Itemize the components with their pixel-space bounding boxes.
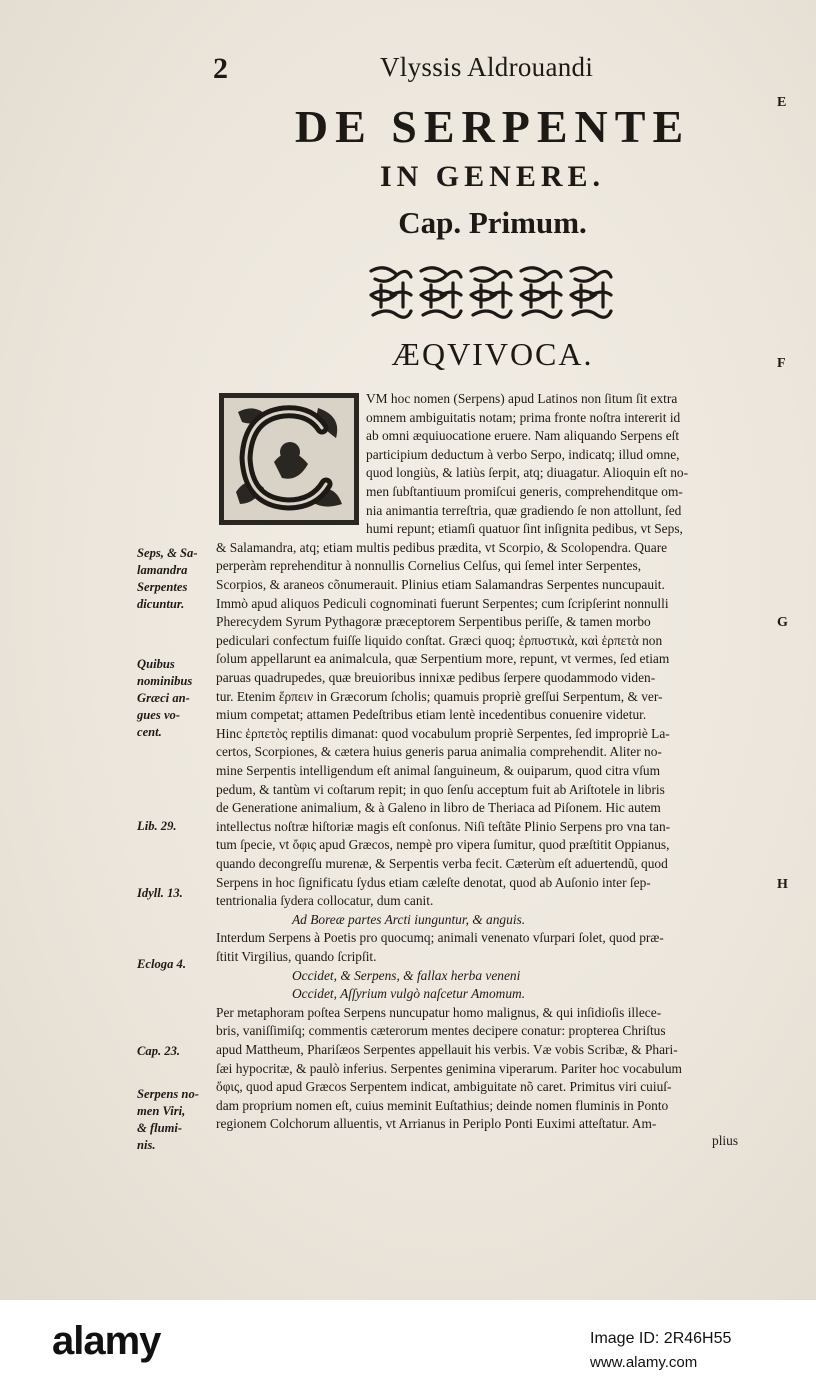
watermark-logo: alamy: [52, 1319, 161, 1363]
body-line: quando decongreſſu murenæ, & Serpentis verba fecit. Cæterùm eſt aduertendũ, quod: [216, 856, 668, 871]
body-line: tur. Etenim ἕρπειν in Græcorum ſcholis; quamuis propriè greſſui Serpentum, & ver-: [216, 688, 663, 704]
body-line: pediculari confectum fuiſſe liquido conſtat. Græci quoq; ἑρπυστικὰ, καὶ ἑρπετὰ non: [216, 632, 663, 648]
section-heading: ÆQVIVOCA.: [391, 336, 594, 372]
body-line: pedum, & tantùm vi coſtarum repit; in quo ſenſu acceptum fuit ab Ariſtotele in libris: [216, 781, 665, 797]
side-letter: G: [777, 615, 788, 630]
body-line: ſolum appellarunt ea animalcula, quæ Serpentium more, repunt, vt vermes, ſed etiam: [216, 651, 670, 667]
body-line: Pherecydem Syrum Pythagoræ præceptorem Serpentibus periſſe, & tamen morbo: [216, 614, 651, 630]
body-line: intellectus noſtræ hiſtoriæ magis eſt conſonus. Niſi teſtãte Plinio Serpens pro vna tan-: [216, 818, 671, 834]
margin-note: Lib. 29.: [137, 819, 177, 833]
body-line: bris, vaniſſimiſq; commentis cæterorum mentes decipere conatur: propterea Chriſtus: [216, 1023, 666, 1039]
body-line: Occidet, Aſſyrium vulgò naſcetur Amomum.: [292, 986, 526, 1002]
body-line: Interdum Serpens à Poetis pro quocumq; animali venenato vſurpari ſolet, quod præ-: [216, 930, 664, 946]
body-line: Ad Boreæ partes Arcti iunguntur, & anguis.: [292, 911, 526, 927]
body-line: perperàm reprehenditur à nonnullis Cornelius Celſus, qui ſemel inter Serpentes,: [216, 558, 642, 574]
side-letter: H: [777, 877, 788, 892]
body-line: ſæi hypocritæ, & paulò inferius. Serpentes genimina viperarum. Pariter hoc vocabulum: [216, 1060, 682, 1076]
body-line: ab omni æquiuocatione eruere. Nam aliquando Serpens eſt: [366, 428, 680, 444]
body-line: de Generatione animalium, & à Galeno in libro de Theriaca ad Piſonem. Hic autem: [216, 800, 661, 816]
chapter-title: DE SERPENTE: [294, 101, 691, 152]
margin-note: Serpens no- men Viri, & flumi- nis.: [137, 1087, 199, 1152]
catchword: plius: [712, 1133, 739, 1148]
running-title: Vlyssis Aldrouandi: [380, 52, 594, 82]
body-line: dam proprium nomen eſt, cuius meminit Euſtathius; deinde nomen fluminis in Ponto: [216, 1097, 669, 1113]
body-line: omnem ambiguitatis notam; prima fronte noſtra intererit id: [366, 409, 681, 425]
margin-note: Cap. 23.: [137, 1044, 181, 1058]
body-line: Occidet, & Serpens, & fallax herba veneni: [292, 967, 521, 983]
body-line: mium competat; attamen Pedeſtribus etiam lentè incedentibus conuenire videtur.: [216, 707, 647, 723]
chapter-subtitle: IN GENERE.: [379, 160, 606, 193]
body-line: humi repunt; etiamſi quatuor ſint inſignita pedibus, vt Seps,: [366, 521, 683, 537]
body-line: regionem Colchorum alluentis, vt Arrianus in Periplo Ponti Euximi atteſtatur. Am-: [216, 1116, 657, 1132]
body-line: tentrionalia ſydera collocatur, dum canit.: [216, 893, 434, 909]
body-line: VM hoc nomen (Serpens) apud Latinos non ſitum ſit extra: [366, 391, 678, 406]
body-line: men ſubſtantiuum promiſcui generis, comprehenditque om-: [366, 484, 683, 499]
body-line: ὄφις, quod apud Græcos Serpentem indicat, ambiguitate nõ caret. Primitus viri cuiuſ-: [216, 1079, 672, 1095]
body-line: & Salamandra, atq; etiam multis pedibus prædita, vt Scorpio, & Scolopendra. Quare: [216, 539, 668, 555]
body-line: mine Serpentis intelligendum eſt animal ſanguineum, & ouiparum, quod citra vſum: [216, 763, 661, 778]
margin-note: Idyll. 13.: [137, 886, 183, 900]
body-line: paruas quadrupedes, quæ breuioribus innixæ pedibus ſerpere quodammodo viden-: [216, 670, 656, 685]
side-letter: F: [777, 356, 786, 371]
body-line: certos, Scorpiones, & cætera huius generis parua animalia comprehendit. Aliter no-: [216, 744, 662, 760]
chapter-number: Cap. Primum.: [398, 205, 587, 240]
body-text: [0, 388, 816, 1168]
body-line: Serpens in hoc ſignificatu ſydus etiam cæleſte denotat, quod ab Auſonio inter ſep-: [216, 874, 651, 890]
body-line: nia animantia terreſtria, quæ gradiendo ſe non attollunt, ſed: [366, 502, 682, 518]
body-line: participium deductum à verbo Serpo, indicatq; illud omne,: [366, 446, 680, 462]
watermark-url: www.alamy.com: [590, 1354, 698, 1371]
body-line: quod longiùs, & latiùs ſerpit, atq; diuagatur. Alioquin eſt no-: [366, 465, 689, 481]
page-number: 2: [213, 52, 228, 85]
body-line: ſtitit Virgilius, quando ſcripſit.: [216, 949, 377, 964]
body-line: Hinc ἑρπετὸς reptilis dimanat: quod vocabulum propriè Serpentes, ſed impropriè La-: [216, 725, 670, 741]
body-line: Scorpios, & araneos cõnumerauit. Plinius etiam Salamandras Serpentes nuncupauit.: [216, 577, 665, 592]
margin-note: Quibus nominibus Græci an- gues vo- cent.: [137, 657, 193, 739]
printers-ornament: [367, 265, 617, 321]
watermark-image-id: Image ID: 2R46H55: [590, 1330, 732, 1347]
side-letter: E: [777, 95, 787, 110]
body-line: Immò apud aliquos Pediculi cognominati fuerunt Serpentes; cum ſcripſerint nonnulli: [216, 595, 669, 611]
margin-note: Ecloga 4.: [137, 957, 186, 971]
margin-note: Seps, & Sa- lamandra Serpentes dicuntur.: [137, 546, 198, 611]
body-line: Per metaphoram poſtea Serpens nuncupatur homo malignus, & qui inſidioſis illece-: [216, 1004, 662, 1020]
body-line: tum ſpecie, vt ὄφις apud Græcos, nempè pro vipera ſumitur, quod præſtitit Oppianus,: [216, 837, 670, 853]
body-line: apud Mattheum, Phariſæos Serpentes appellauit his verbis. Væ vobis Scribæ, & Phari-: [216, 1042, 678, 1057]
